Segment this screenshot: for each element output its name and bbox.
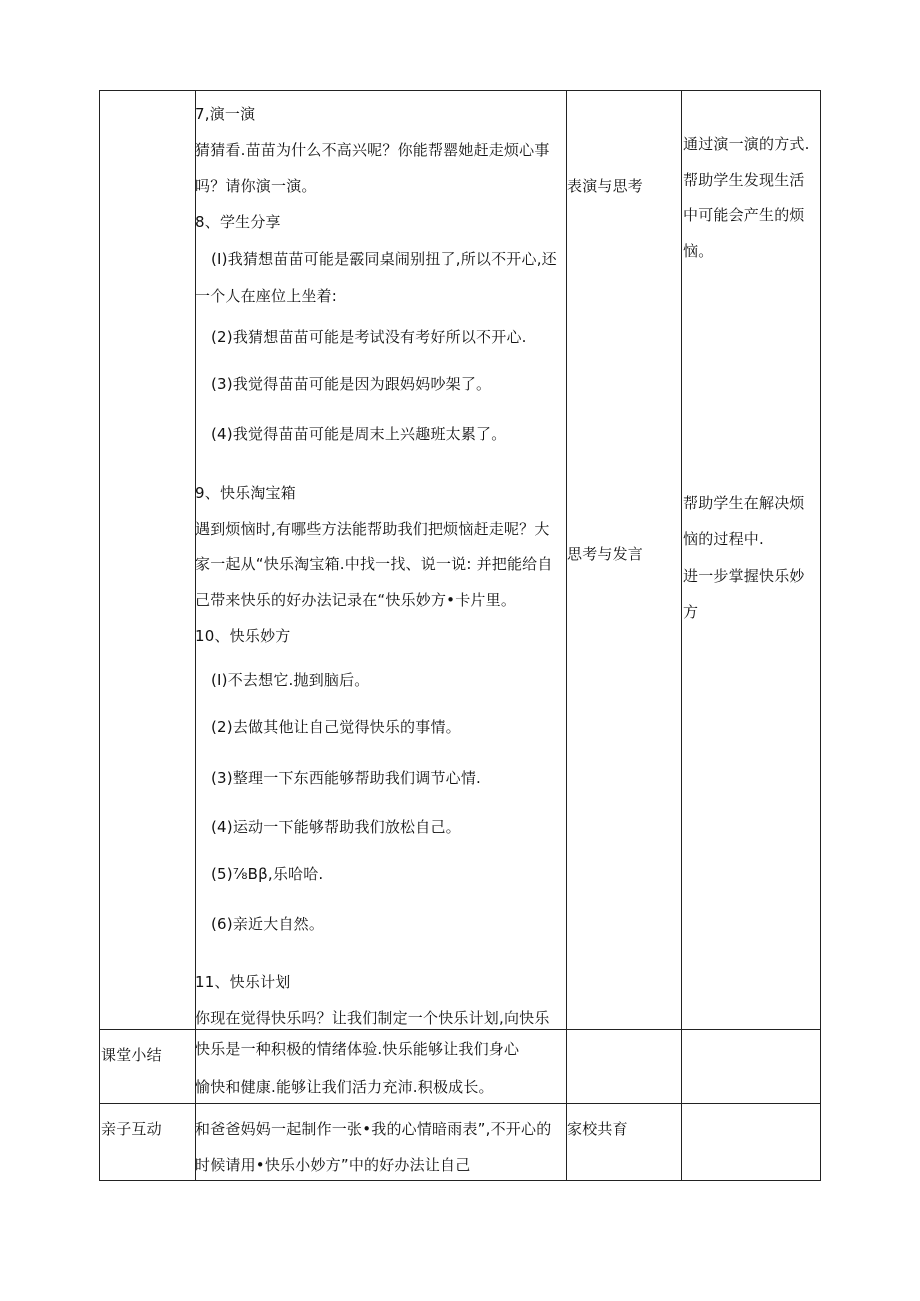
purpose-line: 中可能会产生的烦 [683, 206, 805, 224]
tip-item-3: (3)整理一下东西能够帮助我们调节心情. [211, 769, 482, 787]
tip-item-4: (4)运动一下能够帮助我们放松自己。 [211, 818, 461, 836]
purpose-line: 帮助学生发现生活 [683, 171, 805, 189]
step-11-heading: 11、快乐计划 [195, 973, 291, 991]
share-item-1: (I)我猜想苗苗可能是霰同桌闹别扭了,所以不开心,还 [211, 250, 557, 268]
main-line: 遇到烦恼时,有哪些方法能帮助我们把烦恼赶走呢？大 [195, 520, 550, 538]
column-divider [566, 91, 567, 1180]
purpose-line: 进一步掌握快乐妙 [683, 567, 805, 585]
row-divider [100, 1103, 820, 1104]
share-item-2: (2)我猜想苗苗可能是考试没有考好所以不开心. [211, 328, 527, 346]
row-divider [100, 1029, 820, 1030]
purpose-line: 通过演一演的方式. [683, 135, 810, 153]
purpose-line: 恼。 [683, 242, 714, 260]
step-7-heading: 7,演一演 [195, 105, 256, 123]
family-label: 亲子互动 [101, 1120, 162, 1138]
step-9-heading: 9、快乐淘宝箱 [195, 484, 296, 502]
purpose-line: 帮助学生在解决烦 [683, 494, 805, 512]
main-line: 己带来快乐的好办法记录在“快乐妙方•卡片里。 [195, 591, 517, 609]
summary-line: 愉快和健康.能够让我们活力充沛.积极成长。 [195, 1078, 494, 1096]
main-line: 吗？请你演一演。 [195, 177, 317, 195]
family-activity: 家校共育 [567, 1120, 628, 1138]
summary-label: 课堂小结 [101, 1046, 162, 1064]
tip-item-5: (5)⅞Bβ,乐哈哈. [211, 865, 324, 883]
purpose-line: 恼的过程中. [683, 530, 764, 548]
activity-discuss: 思考与发言 [567, 545, 644, 563]
column-divider [681, 91, 682, 1180]
tip-item-1: (I)不去想它.抛到脑后。 [211, 671, 370, 689]
step-8-heading: 8、学生分享 [195, 213, 281, 231]
share-item-4: (4)我觉得苗苗可能是周末上兴趣班太累了。 [211, 425, 507, 443]
tip-item-6: (6)亲近大自然。 [211, 915, 325, 933]
share-item-3: (3)我觉得苗苗可能是因为跟妈妈吵架了。 [211, 375, 492, 393]
family-line: 和爸爸妈妈一起制作一张•我的心情暗雨表”,不开心的 [195, 1120, 552, 1138]
activity-perform: 表演与思考 [567, 177, 644, 195]
purpose-line: 方 [683, 603, 699, 621]
main-line: 你现在觉得快乐吗？让我们制定一个快乐计划,向快乐 [195, 1009, 550, 1027]
tip-item-2: (2)去做其他让自己觉得快乐的事情。 [211, 718, 461, 736]
main-line: 家一起从“快乐淘宝箱.中找一找、说一说: 并把能给自 [195, 555, 553, 573]
family-line: 时候请用•快乐小妙方”中的好办法让自己 [195, 1156, 471, 1174]
step-10-heading: 10、快乐妙方 [195, 627, 291, 645]
share-item-1-cont: 一个人在座位上坐着: [195, 287, 338, 305]
main-line: 猜猜看.苗苗为什么不高兴呢？你能帮罂她赶走烦心事 [195, 141, 550, 159]
summary-line: 快乐是一种积极的情绪体验.快乐能够让我们身心 [195, 1040, 520, 1058]
